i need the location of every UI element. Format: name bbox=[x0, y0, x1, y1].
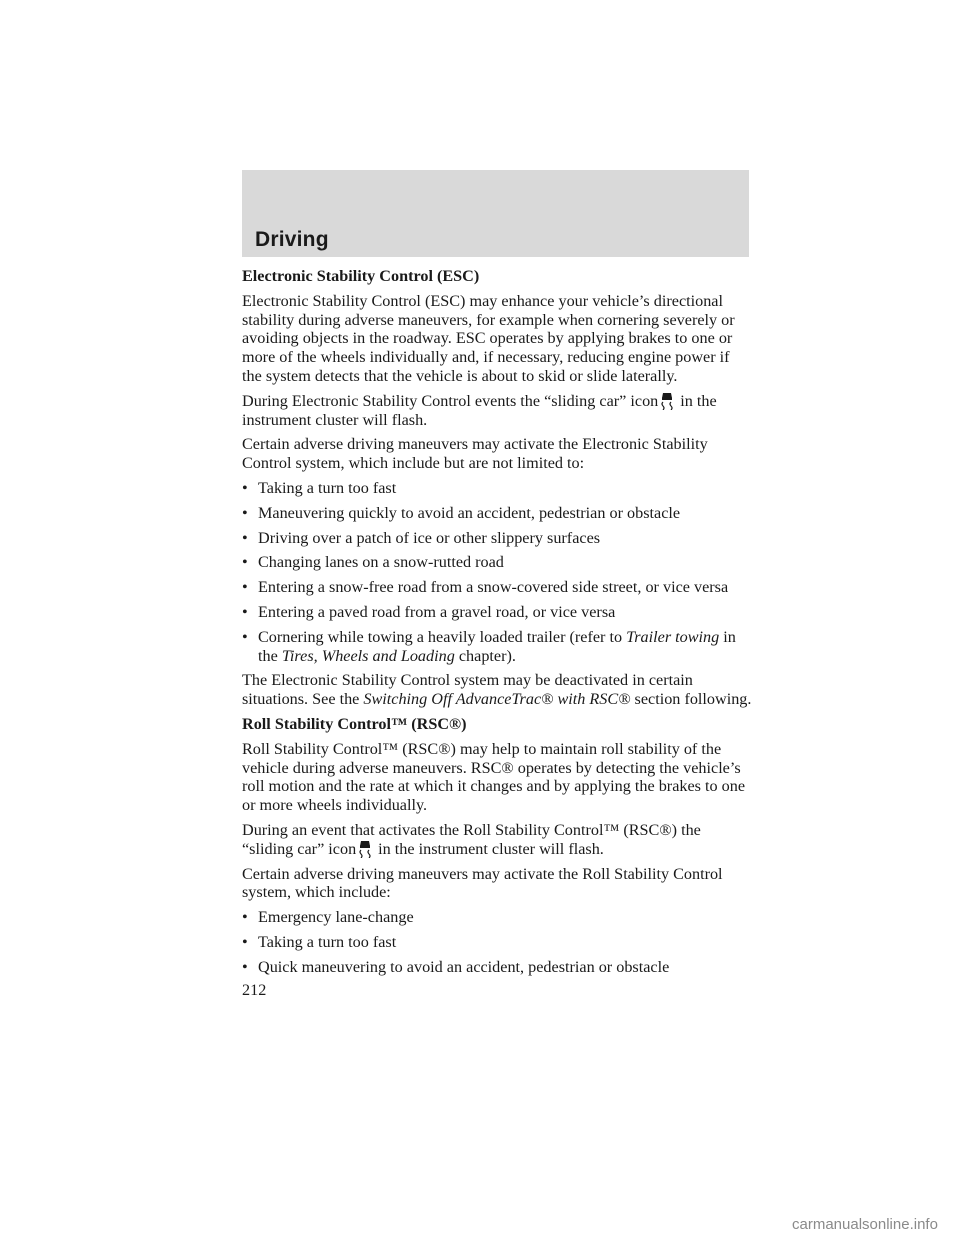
list-item-text: Taking a turn too fast bbox=[258, 932, 397, 951]
esc-paragraph-2 bbox=[242, 392, 752, 430]
rsc-paragraph-1: Roll Stability Control™ (RSC®) may help to maintain roll stability of the vehicle during adverse maneuvers. RSC® operates by detecting the vehicle’s roll motion and the rate at which it changes and by applying the brakes to one or more wheels individually. bbox=[242, 739, 746, 815]
list-item-text: Maneuvering quickly to avoid an accident, pedestrian or obstacle bbox=[258, 503, 681, 522]
esc-paragraph-1: Electronic Stability Control (ESC) may enhance your vehicle’s directional stability during adverse maneuvers, for example when cornering severely or avoiding objects in the roadway. ESC operates by applying brakes to one or more of the wheels individually and, if necessary, reducing engine power if the system detects that the vehicle is about to skid or slide laterally. bbox=[242, 291, 735, 385]
esc-heading: Electronic Stability Control (ESC) bbox=[242, 267, 480, 285]
list-item-text: in the bbox=[258, 627, 736, 665]
page-content bbox=[242, 267, 752, 983]
esc-paragraph-4-text-b: section following. bbox=[630, 690, 752, 709]
list-item bbox=[242, 504, 752, 523]
list-item-text: Entering a paved road from a gravel road, or vice versa bbox=[258, 602, 616, 621]
esc-paragraph-3: Certain adverse driving maneuvers may activate the Electronic Stability Control system, which include but are not limited to: bbox=[242, 435, 708, 473]
list-item-text: Entering a snow-free road from a snow-covered side street, or vice versa bbox=[258, 578, 729, 597]
bullet-icon: • bbox=[242, 957, 248, 976]
rsc-paragraph-2-text-a: During an event that activates the Roll Stability Control™ (RSC®) the “sliding car” icon bbox=[242, 820, 701, 858]
list-item-text: Taking a turn too fast bbox=[258, 478, 397, 497]
list-item-text: Emergency lane-change bbox=[258, 908, 414, 927]
list-item-text: Changing lanes on a snow-rutted road bbox=[258, 553, 504, 572]
bullet-icon: • bbox=[242, 528, 248, 547]
list-item bbox=[242, 628, 752, 666]
rsc-paragraph-2 bbox=[242, 821, 752, 859]
bullet-icon: • bbox=[242, 908, 248, 927]
cross-reference-trailer-towing: Trailer towing bbox=[626, 627, 720, 646]
bullet-icon: • bbox=[242, 578, 248, 597]
bullet-icon: • bbox=[242, 553, 248, 572]
list-item bbox=[242, 529, 752, 548]
esc-paragraph-4-text-a: The Electronic Stability Control system may be deactivated in certain situations. See the bbox=[242, 671, 693, 709]
sliding-car-icon bbox=[358, 840, 372, 858]
list-item bbox=[242, 933, 752, 952]
list-item bbox=[242, 908, 752, 927]
page-number: 212 bbox=[242, 981, 267, 999]
cross-reference-section: Switching Off AdvanceTrac® with RSC® bbox=[363, 690, 631, 709]
list-item bbox=[242, 578, 752, 597]
bullet-icon: • bbox=[242, 627, 248, 646]
bullet-icon: • bbox=[242, 932, 248, 951]
rsc-heading: Roll Stability Control™ (RSC®) bbox=[242, 714, 467, 733]
esc-paragraph-2-text-a: During Electronic Stability Control events the “sliding car” icon bbox=[242, 391, 659, 410]
list-item-text: chapter). bbox=[454, 646, 516, 665]
bullet-icon: • bbox=[242, 478, 248, 497]
list-item-text: Cornering while towing a heavily loaded trailer (refer to bbox=[258, 627, 627, 646]
rsc-paragraph-3: Certain adverse driving maneuvers may activate the Roll Stability Control system, which include: bbox=[242, 864, 723, 902]
bullet-icon: • bbox=[242, 602, 248, 621]
esc-paragraph-4 bbox=[242, 671, 752, 709]
list-item bbox=[242, 958, 752, 977]
list-item-text: Quick maneuvering to avoid an accident, pedestrian or obstacle bbox=[258, 957, 670, 976]
rsc-paragraph-2-text-b: in the instrument cluster will flash. bbox=[378, 839, 604, 858]
watermark-link[interactable]: carmanualsonline.info bbox=[792, 1216, 938, 1233]
list-item bbox=[242, 603, 752, 622]
list-item bbox=[242, 553, 752, 572]
esc-paragraph-2-text-b: in the instrument cluster will flash. bbox=[242, 391, 717, 429]
list-item-text: Driving over a patch of ice or other slippery surfaces bbox=[258, 528, 601, 547]
cross-reference-chapter: Tires, Wheels and Loading bbox=[281, 646, 455, 665]
section-title: Driving bbox=[255, 228, 329, 251]
bullet-icon: • bbox=[242, 503, 248, 522]
sliding-car-icon bbox=[660, 392, 674, 410]
list-item bbox=[242, 479, 752, 498]
